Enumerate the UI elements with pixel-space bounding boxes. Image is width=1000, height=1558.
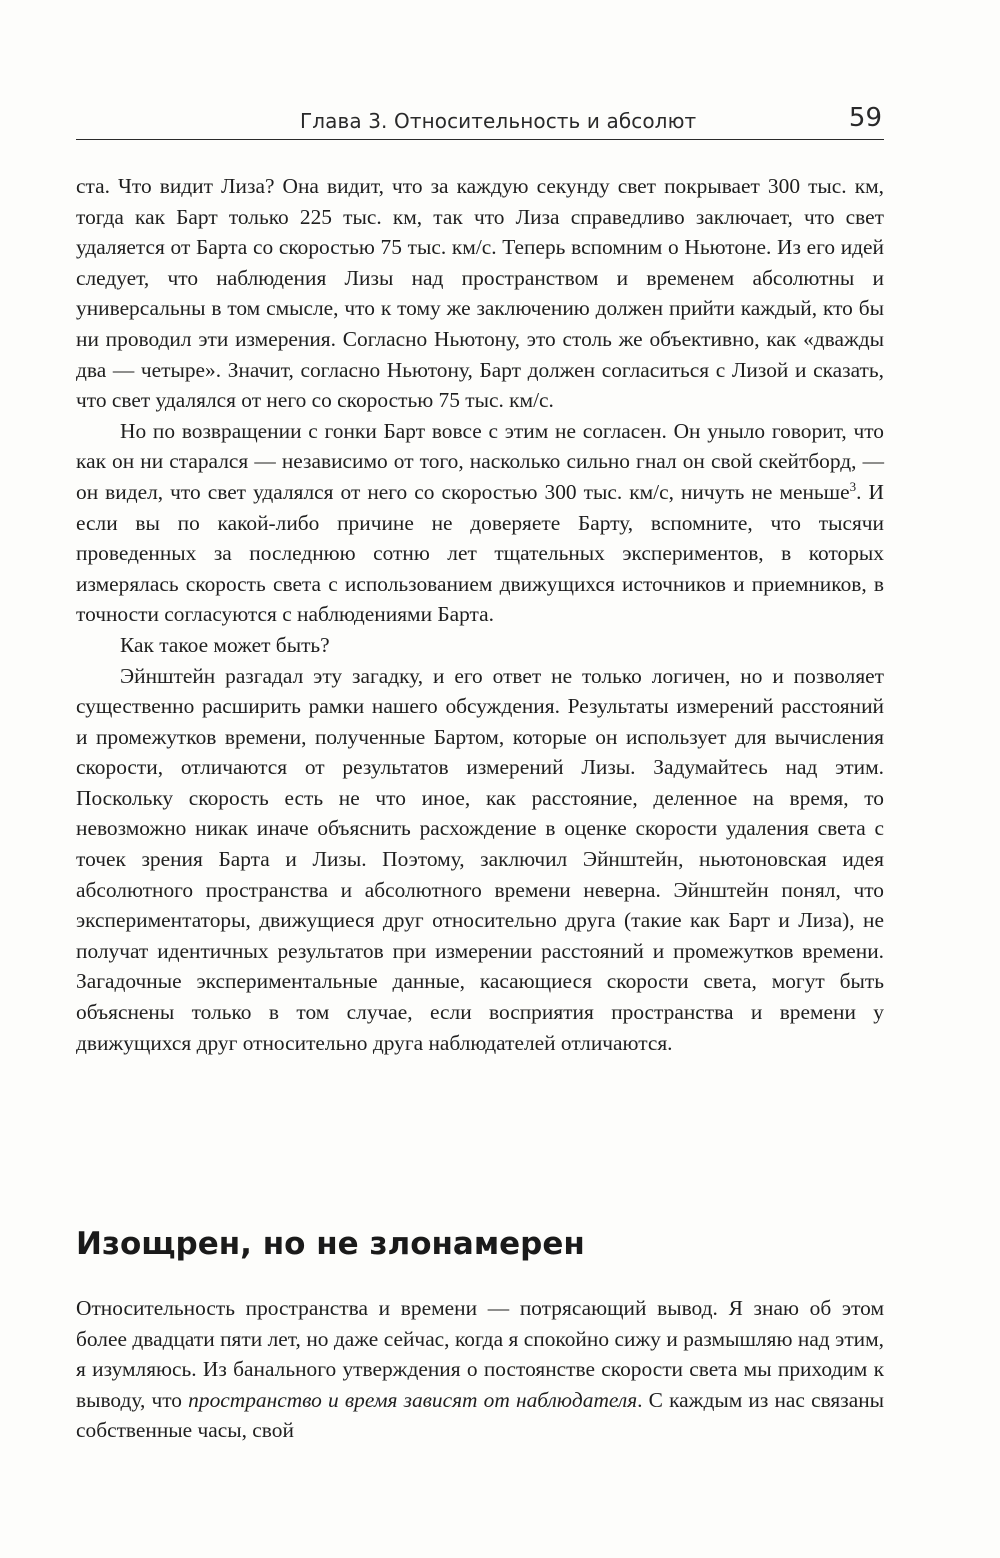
paragraph-3: Как такое может быть? — [120, 632, 330, 657]
main-text — [76, 171, 884, 1058]
section-paragraph-text-start: Относительность пространства и времени — потрясающий вывод. Я знаю об этом более двадцати пяти лет, но даже сейчас, когда я спокойно сижу и размышляю над этим, я изумляюсь. Из банального утверждения о постоянстве скорости света мы приходим к выводу, что — [76, 1296, 884, 1412]
paragraph-2-text-start: Но по возвращении с гонки Барт вовсе с этим не согласен. Он уныло говорит, что как он ни старался — независимо от того, насколько сильно гнал он свой скейтборд, — он видел, что свет удалялся от него со скоростью 300 тыс. км/с, ничуть не меньше — [76, 418, 884, 504]
chapter-title: Глава 3. Относительность и абсолют — [300, 109, 697, 133]
paragraph-2-text-end: . И если вы по какой-либо причине не доверяете Барту, вспомните, что тысячи проведенных за последнюю сотню лет тщательных экспериментов, в которых измерялась скорость света с использованием движущихся источников и приемников, в точности согласуются с наблюдениями Барта. — [76, 479, 884, 627]
section-heading: Изощрен, но не злонамерен — [76, 1226, 585, 1262]
running-header — [76, 103, 884, 140]
footnote-reference: 3 — [849, 478, 857, 494]
paragraph-2 — [76, 416, 884, 630]
section-paragraph — [76, 1293, 884, 1446]
section-paragraph-text-end: . С каждым из нас связаны собственные часы, свой — [76, 1387, 885, 1443]
page-number: 59 — [848, 103, 882, 133]
section-text — [76, 1293, 884, 1446]
paragraph-4: Эйнштейн разгадал эту загадку, и его ответ не только логичен, но и позволяет существенно расширить рамки нашего обсуждения. Результаты измерений расстояний и промежутков времени, полученные Бартом, которые он использует для вычисления скорости, отличаются от результатов измерений Лизы. Задумайтесь над этим. Поскольку скорость есть не что иное, как расстояние, деленное на время, то невозможно никак иначе объяснить расхождение в оценке скорости удаления света с точек зрения Барта и Лизы. Поэтому, заключил Эйнштейн, ньютоновская идея абсолютного пространства и абсолютного времени неверна. Эйнштейн понял, что экспериментаторы, движущиеся друг относительно друга (такие как Барт и Лиза), не получат идентичных результатов при измерении расстояний и промежутков времени. Загадочные экспериментальные данные, касающиеся скорости света, могут быть объяснены только в том случае, если восприятия пространства и времени у движущихся друг относительно друга наблюдателей отличаются. — [76, 663, 884, 1055]
paragraph-1: ста. Что видит Лиза? Она видит, что за каждую секунду свет покрывает 300 тыс. км, тогда как Барт только 225 тыс. км, так что Лиза справедливо заключает, что свет удаляется от Барта со скоростью 75 тыс. км/с. Теперь вспомним о Ньютоне. Из его идей следует, что наблюдения Лизы над пространством и временем абсолютны и универсальны в том смысле, что к тому же заключению должен прийти каждый, кто бы ни проводил эти измерения. Согласно Ньютону, это столь же объективно, как «дважды два — четыре». Значит, согласно Ньютону, Барт должен согласиться с Лизой и сказать, что свет удалялся от него со скоростью 75 тыс. км/с. — [76, 174, 884, 413]
emphasized-text: пространство и время зависят от наблюдателя — [188, 1387, 638, 1412]
